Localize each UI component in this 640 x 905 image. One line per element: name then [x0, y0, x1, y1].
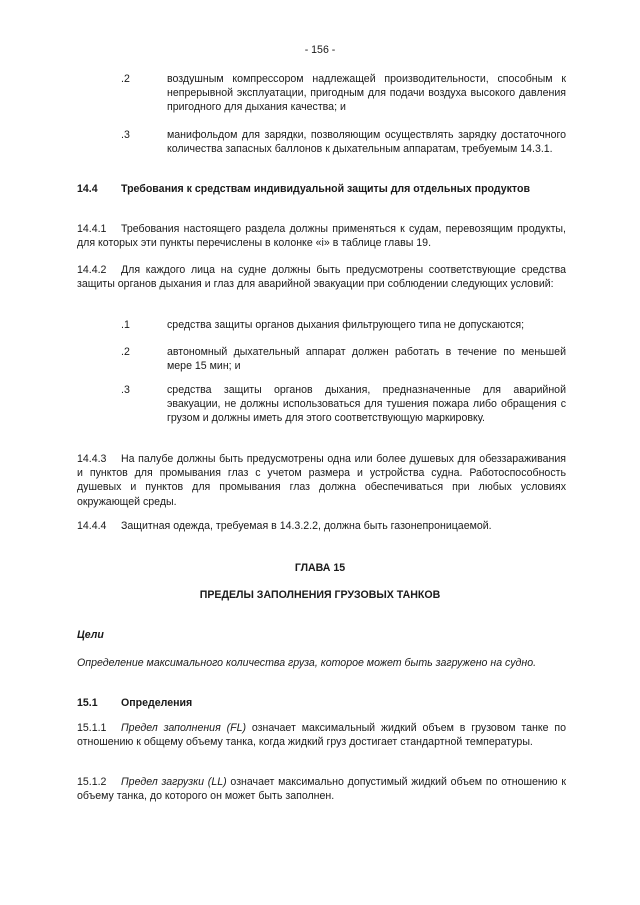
list-item [121, 72, 566, 115]
paragraph-text: Для каждого лица на судне должны быть предусмотрены соответствующие средства защиты органов дыхания и глаз для аварийной эвакуации при соблюдении следующих условий: [77, 264, 566, 291]
section-title: Требования к средствам индивидуальной защиты для отдельных продуктов [121, 183, 530, 195]
list-item-number: .1 [121, 319, 130, 331]
list-item [121, 345, 566, 373]
list-item [121, 318, 566, 332]
paragraph-15-1-2 [77, 775, 566, 803]
paragraph-number: 14.4.2 [77, 264, 107, 276]
paragraph-14-4-1 [77, 222, 566, 250]
paragraph-number: 14.4.1 [77, 223, 107, 235]
list-item-text: средства защиты органов дыхания, предназначенные для аварийной эвакуации, не должны использоваться для тушения пожара либо обращения с грузом и должны иметь для этого соответствующую маркировку. [167, 384, 566, 425]
paragraph-text: означает максимальный жидкий объем в грузовом танке по отношению к общему объему танка, когда жидкий груз достигает стандартной температуры. [77, 722, 566, 749]
paragraph-15-1-1 [77, 721, 566, 749]
list-item-text: средства защиты органов дыхания фильтрующего типа не допускаются; [167, 319, 525, 331]
paragraph-14-4-2 [77, 263, 566, 291]
list-item [121, 128, 566, 156]
list-item [121, 383, 566, 426]
paragraph-number: 14.4.4 [77, 520, 107, 532]
defined-term: Предел заполнения (FL) [121, 722, 247, 734]
list-item-number: .3 [121, 384, 130, 396]
paragraph-text: означает максимально допустимый жидкий объем по отношению к объему танка, до которого он может быть заполнен. [77, 776, 566, 803]
paragraph-text: На палубе должны быть предусмотрены одна или более душевых для обеззараживания и пунктов для промывания глаз с учетом размера и устройства судна. Работоспособность душевых и пунктов для промывания глаз должна обеспечиваться при любых условиях окружающей среды. [77, 453, 566, 508]
paragraph-number: 15.1.1 [77, 722, 107, 734]
goals-text: Определение максимального количества груза, которое может быть загружено на судно. [77, 657, 537, 669]
paragraph-text: Требования настоящего раздела должны применяться к судам, перевозящим продукты, для которых эти пункты перечислены в колонке «i» в таблице главы 19. [77, 223, 566, 250]
list-item-text: воздушным компрессором надлежащей производительности, способным к непрерывной эксплуатации, пригодным для подачи воздуха высокого давления пригодного для дыхания качества; и [167, 73, 566, 114]
list-item-text: автономный дыхательный аппарат должен работать в течение по меньшей мере 15 мин; и [167, 346, 566, 373]
paragraph-number: 14.4.3 [77, 453, 107, 465]
paragraph-text: Защитная одежда, требуемая в 14.3.2.2, должна быть газонепроницаемой. [121, 520, 492, 532]
section-number: 14.4 [77, 183, 98, 195]
list-item-number: .2 [121, 73, 130, 85]
section-title: Определения [121, 697, 193, 709]
section-number: 15.1 [77, 697, 98, 709]
list-item-number: .2 [121, 346, 130, 358]
goals-heading: Цели [77, 629, 104, 641]
page-number: - 156 - [304, 44, 336, 56]
paragraph-number: 15.1.2 [77, 776, 107, 788]
section-heading [77, 696, 566, 710]
chapter-title: ПРЕДЕЛЫ ЗАПОЛНЕНИЯ ГРУЗОВЫХ ТАНКОВ [199, 589, 441, 601]
defined-term: Предел загрузки (LL) [121, 776, 227, 788]
chapter-label: ГЛАВА 15 [294, 562, 346, 574]
list-item-number: .3 [121, 129, 130, 141]
list-item-text: манифольдом для зарядки, позволяющим осуществлять зарядку достаточного количества запасных баллонов к дыхательным аппаратам, требуемым 14.3.1. [167, 129, 566, 156]
section-heading [77, 182, 566, 196]
paragraph-14-4-4 [77, 519, 566, 533]
paragraph-14-4-3 [77, 452, 566, 509]
